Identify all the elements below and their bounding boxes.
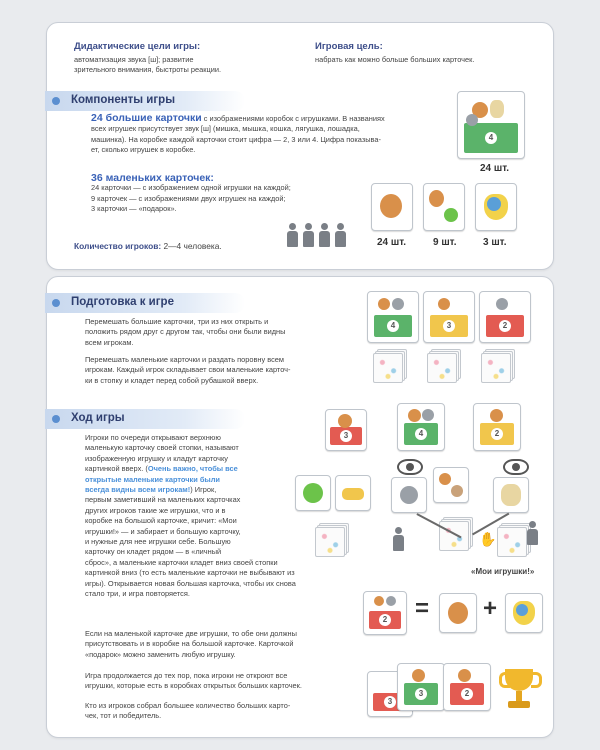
- card-stack: [497, 523, 527, 553]
- components-panel: [46, 22, 554, 270]
- heading-bullet-icon: [52, 97, 60, 105]
- players-label: Количество игроков:: [74, 241, 162, 251]
- play-line: картинкой вниз (то есть маленькие карточки не выбывают из: [85, 568, 295, 578]
- card-stack: [315, 523, 345, 553]
- equals-sign: =: [415, 595, 430, 622]
- bear-toy-icon: [338, 414, 352, 428]
- didactic-line-1: автоматизация звука [ш]; развитие: [74, 55, 194, 64]
- prep-line: всем игрокам.: [85, 337, 134, 347]
- bear-toy-icon: [439, 473, 451, 485]
- rule-line: чек, тот и победитель.: [85, 711, 162, 721]
- players-value: 2—4 человека.: [161, 241, 222, 251]
- large-desc-line: машинка). На коробке каждой карточки стоит цифра — 2, 3 или 4. Цифра показыва-: [91, 134, 381, 144]
- play-line: других игроков такие же игрушки, что и в: [85, 505, 226, 515]
- box-number: 2: [499, 320, 511, 332]
- rule-line: «подарок» можно заменить любую игрушку.: [85, 649, 236, 659]
- box-number: 3: [443, 320, 455, 332]
- gameplay-title: Ход игры: [71, 412, 125, 424]
- card-stack: [481, 349, 511, 379]
- play-line: Игрок,: [192, 485, 217, 495]
- play-large-card-2: [397, 403, 445, 451]
- toy-box-red: [486, 315, 524, 337]
- play-line: картинкой вверх. (: [85, 464, 148, 474]
- prep-large-card-3: [479, 291, 531, 343]
- rule-line: Игра продолжается до тех пор, пока игроки не откроют все: [85, 671, 288, 680]
- mouse-toy-icon: [496, 298, 508, 310]
- eye-icon: [397, 459, 423, 475]
- prep-paragraph-2: [85, 355, 385, 386]
- play-line: изображенную игрушку и кладут карточку: [85, 453, 228, 463]
- play-line: Игроки по очереди открывают верхнюю: [85, 433, 221, 442]
- rules-panel: [46, 276, 554, 738]
- rule-line: Если на маленькой карточке две игрушки, то обе они должны: [85, 629, 297, 638]
- toy-box-green: [374, 315, 412, 337]
- prep-line: положить рядом друг с другом так, чтобы они были видны: [85, 327, 286, 337]
- small-desc-line: 24 карточки — с изображением одной игрушки на каждой;: [91, 183, 291, 193]
- bear-toy-icon: [490, 409, 503, 422]
- play-line: первым заметивший на маленьких карточках: [85, 495, 241, 505]
- cat-toy-icon: [451, 485, 463, 497]
- continue-paragraph: [85, 671, 385, 692]
- play-line: стало три, и игра повторяется.: [85, 589, 190, 599]
- horse-toy-icon: [501, 484, 521, 506]
- prep-title: Подготовка к игре: [71, 296, 174, 308]
- small-cards-count: 36 маленьких карточек:: [91, 172, 214, 184]
- horse-toy-icon: [490, 100, 504, 118]
- grab-hand-icon: ✋: [479, 531, 497, 547]
- prep-line: игрокам. Каждый игрок складывает свои маленькие карточ-: [85, 365, 291, 375]
- bear-toy-icon: [429, 190, 444, 207]
- large-cards-desc-first: с изображениями коробок с игрушками. В названиях: [201, 114, 385, 123]
- important-note: открытые маленькие карточки были: [85, 474, 220, 484]
- bear-toy-icon: [380, 194, 402, 218]
- players-info: [74, 241, 222, 251]
- toy-box-green: [404, 683, 438, 705]
- didactic-line-2: зрительного внимания, быстроты реакции.: [74, 65, 222, 75]
- car-toy-icon: [342, 488, 364, 500]
- equation-small-card-gift: [505, 593, 543, 633]
- prep-large-card-1: [367, 291, 419, 343]
- prep-paragraph-1: [85, 317, 385, 348]
- gameplay-text: [85, 433, 311, 600]
- box-number: 2: [461, 688, 473, 700]
- small-count-2: 9 шт.: [433, 237, 457, 248]
- play-line: сброс», а маленькие карточки кладет вниз своей стопки: [85, 557, 278, 567]
- game-goal-title: Игровая цель:: [315, 41, 383, 52]
- eye-icon: [503, 459, 529, 475]
- box-number: 2: [379, 614, 391, 626]
- box-number: 3: [415, 688, 427, 700]
- toy-box-yellow: [480, 423, 514, 445]
- play-line: карточку он кладет рядом — в «личный: [85, 547, 222, 557]
- trophy-icon: [499, 669, 539, 715]
- small-card-gift: [475, 183, 517, 231]
- components-heading: [45, 91, 245, 111]
- two-toys-paragraph: [85, 629, 385, 660]
- mouse-toy-icon: [466, 114, 478, 126]
- winner-paragraph: [85, 701, 385, 722]
- rule-line: Кто из игроков собрал большее количество больших карто-: [85, 701, 291, 710]
- large-card-count: 24 шт.: [480, 163, 510, 174]
- small-count-1: 24 шт.: [377, 237, 407, 248]
- plus-sign: +: [483, 595, 498, 622]
- prep-line: Перемешать большие карточки, три из них открыть и: [85, 317, 269, 326]
- small-desc-line: 9 карточек — с изображениями двух игрушек на каждой;: [91, 193, 286, 203]
- important-note: Очень важно, чтобы все: [147, 464, 238, 474]
- player-icon: [303, 223, 313, 247]
- large-desc-line: ет, сколько игрушек в коробке.: [91, 145, 196, 155]
- small-card-two-toys: [423, 183, 465, 231]
- box-number: 2: [491, 428, 503, 440]
- mouse-toy-icon: [422, 409, 434, 421]
- bear-toy-icon: [458, 669, 471, 682]
- didactic-goals-title: Дидактические цели игры:: [74, 41, 201, 52]
- small-count-3: 3 шт.: [483, 237, 507, 248]
- equation-large-card: [363, 591, 407, 635]
- collected-card-3: [443, 663, 491, 711]
- open-card-horse: [493, 477, 529, 513]
- important-note: всегда видны всем игрокам!: [85, 485, 191, 495]
- bear-toy-icon: [374, 596, 384, 606]
- bear-toy-icon: [412, 669, 425, 682]
- prep-large-card-2: [423, 291, 475, 343]
- play-large-card-3: [473, 403, 521, 451]
- player-icon: [319, 223, 329, 247]
- didactic-goals-text: [74, 55, 221, 76]
- play-line: коробке на большой карточке, кричит: «Мои: [85, 516, 237, 526]
- play-large-card-1: [325, 409, 367, 451]
- gift-bag-pattern-icon: [487, 197, 501, 211]
- box-number: 3: [384, 696, 396, 708]
- player-icon: [335, 223, 345, 247]
- rule-line: присутствовать и в коробке на большой карточке. Карточкой: [85, 639, 294, 649]
- collected-card-2: [397, 663, 445, 711]
- mouse-toy-icon: [386, 596, 396, 606]
- player-icon: [287, 223, 297, 247]
- small-desc-line: 3 карточки — «подарок».: [91, 204, 177, 214]
- gift-bag-pattern-icon: [516, 604, 528, 616]
- play-close-paren: ): [190, 485, 193, 495]
- box-number: 4: [485, 132, 497, 144]
- bear-toy-icon: [408, 409, 421, 422]
- frog-toy-icon: [444, 208, 458, 222]
- heading-bullet-icon: [52, 415, 60, 423]
- toy-box-green: [404, 423, 438, 445]
- card-stack: [427, 349, 457, 379]
- prep-line: Перемешать маленькие карточки и раздать поровну всем: [85, 355, 284, 364]
- bear-toy-icon: [448, 602, 468, 624]
- toy-box-red: [450, 683, 484, 705]
- box-number: 4: [387, 320, 399, 332]
- open-card-frog: [295, 475, 331, 511]
- bear-toy-icon: [438, 298, 450, 310]
- play-line: игры). Открывается новая большая карточка, чтобы их снова: [85, 578, 296, 588]
- large-cards-count: 24 большие карточки: [91, 112, 202, 124]
- box-number: 4: [415, 428, 427, 440]
- player-icon: [527, 521, 537, 545]
- prep-line: ки в стопку и кладет перед собой рубашкой вверх.: [85, 375, 259, 385]
- play-line: игрушки!» — и забирает и большую карточку,: [85, 526, 241, 536]
- large-cards-desc: [91, 113, 451, 156]
- game-goal-text: набрать как можно больше больших карточек.: [315, 55, 475, 64]
- open-card-two-toys: [433, 467, 469, 503]
- toy-box-red: [369, 611, 401, 629]
- shout-caption: «Мои игрушки!»: [471, 567, 535, 576]
- large-desc-line: всех игрушек присутствует звук [ш] (мишка, мышка, кошка, лягушка, лошадка,: [91, 124, 360, 134]
- equation-small-card-bear: [439, 593, 477, 633]
- rule-line: игрушки, которые есть в коробках открытых больших карточек.: [85, 681, 302, 691]
- components-title: Компоненты игры: [71, 94, 176, 106]
- toy-box-red: [330, 427, 362, 445]
- mouse-toy-icon: [392, 298, 404, 310]
- play-line: маленькую карточку своей стопки, называют: [85, 443, 239, 453]
- frog-toy-icon: [303, 483, 323, 503]
- heading-bullet-icon: [52, 299, 60, 307]
- open-card-car: [335, 475, 371, 511]
- small-cards-desc: [91, 173, 391, 215]
- mouse-toy-icon: [400, 486, 418, 504]
- box-number: 3: [340, 430, 352, 442]
- toy-box-green: [464, 123, 518, 153]
- toy-box-yellow: [430, 315, 468, 337]
- bear-toy-icon: [378, 298, 390, 310]
- small-card-bear: [371, 183, 413, 231]
- open-card-mouse: [391, 477, 427, 513]
- gameplay-heading: [45, 409, 245, 429]
- player-icon: [393, 527, 403, 551]
- large-card-sample: [457, 91, 525, 159]
- card-stack: [373, 349, 403, 379]
- play-line: и нужные для нее игрушки себе. Большую: [85, 537, 231, 547]
- prep-heading: [45, 293, 245, 313]
